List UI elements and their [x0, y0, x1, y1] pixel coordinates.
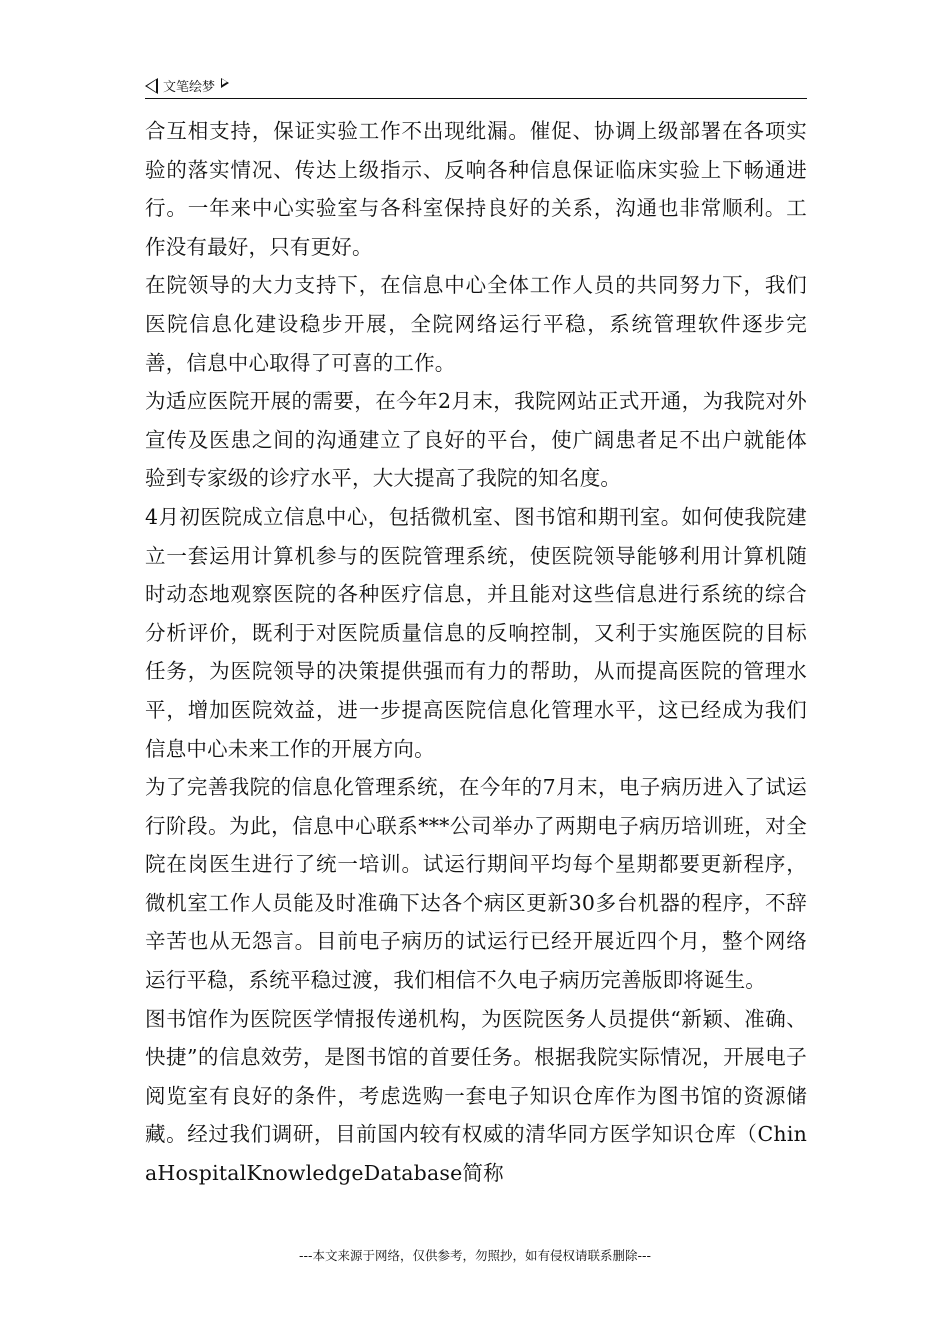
header-title: 文笔绘梦 — [163, 80, 216, 95]
paragraph: 在院领导的大力支持下，在信息中心全体工作人员的共同努力下，我们医院信息化建设稳步开展，全院网络运行平稳，系统管理软件逐步完善，信息中心取得了可喜的工作。 — [145, 273, 807, 375]
header-brand — [145, 76, 229, 95]
paragraph: 合互相支持，保证实验工作不出现纰漏。催促、协调上级部署在各项实验的落实情况、传达上级指示、反响各种信息保证临床实验上下畅通进行。一年来中心实验室与各科室保持良好的关系，沟通也非常顺利。工作没有最好，只有更好。 — [145, 119, 807, 259]
page-footer: ---本文来源于网络，仅供参考，勿照抄，如有侵权请联系删除--- — [298, 1248, 652, 1263]
document-body — [145, 112, 807, 1193]
paragraph: 为了完善我院的信息化管理系统，在今年的7月末，电子病历进入了试运行阶段。为此，信息中心联系***公司举办了两期电子病历培训班，对全院在岗医生进行了统一培训。试运行期间平均每个星期都要更新程序，微机室工作人员能及时准确下达各个病区更新30多台机器的程序，不辞辛苦也从无怨言。目前电子病历的试运行已经开展近四个月，整个网络运行平稳，系统平稳过渡，我们相信不久电子病历完善版即将诞生。 — [145, 775, 807, 993]
paragraph: 图书馆作为医院医学情报传递机构，为医院医务人员提供“新颖、准确、快捷”的信息效劳，是图书馆的首要任务。根据我院实际情况，开展电子阅览室有良好的条件，考虑选购一套电子知识仓库作为图书馆的资源储藏。经过我们调研，目前国内较有权威的清华同方医学知识仓库（ChinaHospitalKnowledgeDatabase简称 — [145, 1006, 807, 1186]
page-header — [145, 74, 807, 99]
paragraph: 为适应医院开展的需要，在今年2月末，我院网站正式开通，为我院对外宣传及医患之间的沟通建立了良好的平台，使广阔患者足不出户就能体验到专家级的诊疗水平，大大提高了我院的知名度。 — [145, 389, 807, 491]
left-triangle-icon — [145, 78, 158, 94]
paragraph: 4月初医院成立信息中心，包括微机室、图书馆和期刊室。如何使我院建立一套运用计算机参与的医院管理系统，使医院领导能够利用计算机随时动态地观察医院的各种医疗信息，并且能对这些信息进行系统的综合分析评价，既利于对医院质量信息的反响控制，又利于实施医院的目标任务，为医院领导的决策提供强而有力的帮助，从而提高医院的管理水平，增加医院效益，进一步提高医院信息化管理水平，这已经成为我们信息中心未来工作的开展方向。 — [145, 504, 807, 761]
right-triangle-icon — [221, 78, 229, 88]
